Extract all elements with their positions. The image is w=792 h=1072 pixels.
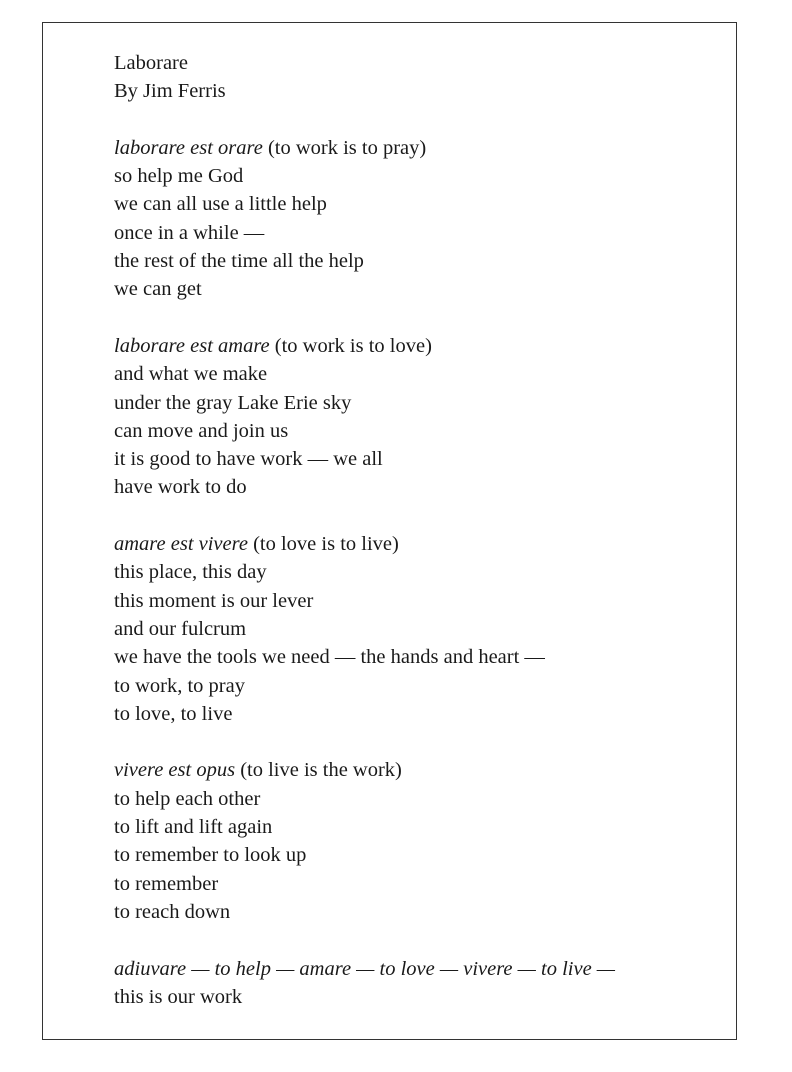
- stanza: [114, 332, 716, 502]
- poem-line: to lift and lift again: [114, 816, 273, 839]
- stanza: [114, 134, 716, 304]
- stanza-spacer: [114, 926, 716, 954]
- translation: (to live is the work): [235, 759, 402, 782]
- translation: (to work is to pray): [262, 136, 427, 159]
- stanza-first-line: [114, 134, 716, 162]
- latin-phrase: amare est vivere: [114, 533, 248, 556]
- poem-line: to reach down: [114, 900, 231, 923]
- poem-line: this moment is our lever: [114, 589, 314, 612]
- poem-byline: By Jim Ferris: [114, 80, 226, 103]
- page-frame: [42, 22, 737, 1040]
- translation: (to love is to live): [247, 533, 399, 556]
- stanza-spacer: [114, 728, 716, 756]
- poem: [114, 49, 716, 1011]
- poem-line: to love, to live: [114, 702, 233, 725]
- translation: (to work is to love): [269, 334, 432, 357]
- stanza-spacer: [114, 106, 716, 134]
- poem-line: this place, this day: [114, 561, 267, 584]
- poem-line: this is our work: [114, 985, 243, 1008]
- poem-line: to remember: [114, 872, 219, 895]
- latin-phrase: laborare est orare: [114, 136, 263, 159]
- poem-line: to remember to look up: [114, 844, 307, 867]
- stanza-first-line: [114, 756, 716, 784]
- poem-line: have work to do: [114, 476, 247, 499]
- poem-line: to help each other: [114, 787, 261, 810]
- poem-line: it is good to have work — we all: [114, 448, 383, 471]
- poem-title: Laborare: [114, 52, 188, 74]
- stanza: [114, 955, 716, 1012]
- poem-line: the rest of the time all the help: [114, 250, 364, 273]
- latin-phrase: adiuvare — to help — amare — to love — vivere — to live —: [114, 957, 616, 980]
- stanza-first-line: [114, 955, 716, 983]
- poem-line: so help me God: [114, 165, 244, 188]
- latin-phrase: vivere est opus: [114, 759, 236, 782]
- poem-line: and our fulcrum: [114, 617, 247, 640]
- poem-line: can move and join us: [114, 419, 289, 442]
- stanza-spacer: [114, 304, 716, 332]
- poem-line: to work, to pray: [114, 674, 245, 697]
- stanza: [114, 530, 716, 728]
- poem-line: we have the tools we need — the hands and heart —: [114, 646, 545, 669]
- poem-line: once in a while —: [114, 221, 265, 244]
- poem-line: under the gray Lake Erie sky: [114, 391, 352, 414]
- poem-line: we can get: [114, 278, 202, 301]
- stanza: [114, 756, 716, 926]
- stanza-first-line: [114, 530, 716, 558]
- latin-phrase: laborare est amare: [114, 334, 270, 357]
- stanza-spacer: [114, 502, 716, 530]
- stanza-first-line: [114, 332, 716, 360]
- poem-line: we can all use a little help: [114, 193, 327, 216]
- poem-line: and what we make: [114, 363, 268, 386]
